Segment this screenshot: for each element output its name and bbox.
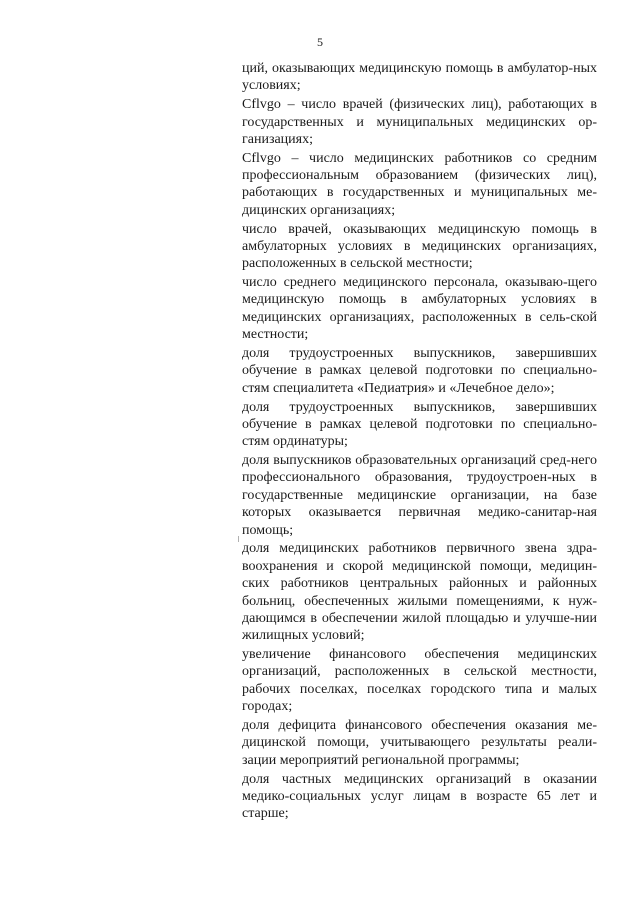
paragraph: число врачей, оказывающих медицинскую помощь в амбулаторных условиях в медицинских организациях, расположенных в сельской местности; — [242, 221, 597, 272]
paragraph: увеличение финансового обеспечения медицинских организаций, расположенных в сельской местности, рабочих поселках, поселках городского типа и малых городах; — [242, 647, 597, 715]
paragraph: Cflvgo – число врачей (физических лиц), работающих в государственных и муниципальных медицинских ор-ганизациях; — [242, 97, 597, 147]
paragraph: ций, оказывающих медицинскую помощь в амбулатор-ных условиях; — [242, 61, 597, 94]
body-text — [242, 60, 597, 823]
paragraph: доля частных медицинских организаций в оказании медико-социальных услуг лицам в возрасте 65 лет и старше; — [242, 771, 597, 822]
page-number: 5 — [317, 35, 323, 49]
paragraph: Cflvgo – число медицинских работников со средним профессиональным образованием (физических лиц), работающих в государственных и муниципальных ме-дицинских организациях; — [242, 150, 597, 218]
paragraph: доля медицинских работников первичного звена здра-воохранения и скорой медицинской помощи, медицин-ских работников центральных районных и районных больниц, обеспеченных жилыми помещениями, к нуж-дающимся в обеспечении жилой площадью и улучше-нии жилищных условий; — [242, 541, 597, 644]
margin-mark — [238, 536, 239, 542]
paragraph: доля трудоустроенных выпускников, завершивших обучение в рамках целевой подготовки по специально-стям ординатуры; — [242, 399, 597, 450]
paragraph: доля выпускников образовательных организаций сред-него профессионального образования, трудоустроен-ных в государственные медицинские организации, на базе которых оказывается первичная медико-санитар-ная помощь; — [242, 453, 597, 538]
paragraph: доля дефицита финансового обеспечения оказания ме-дицинской помощи, учитывающего результаты реали-зации мероприятий региональной программы; — [242, 718, 597, 768]
paragraph: доля трудоустроенных выпускников, завершивших обучение в рамках целевой подготовки по специально-стям специалитета «Педиатрия» и «Лечебное дело»; — [242, 345, 597, 396]
paragraph: число среднего медицинского персонала, оказываю-щего медицинскую помощь в амбулаторных условиях в медицинских организациях, расположенных в сель-ской местности; — [242, 275, 597, 343]
